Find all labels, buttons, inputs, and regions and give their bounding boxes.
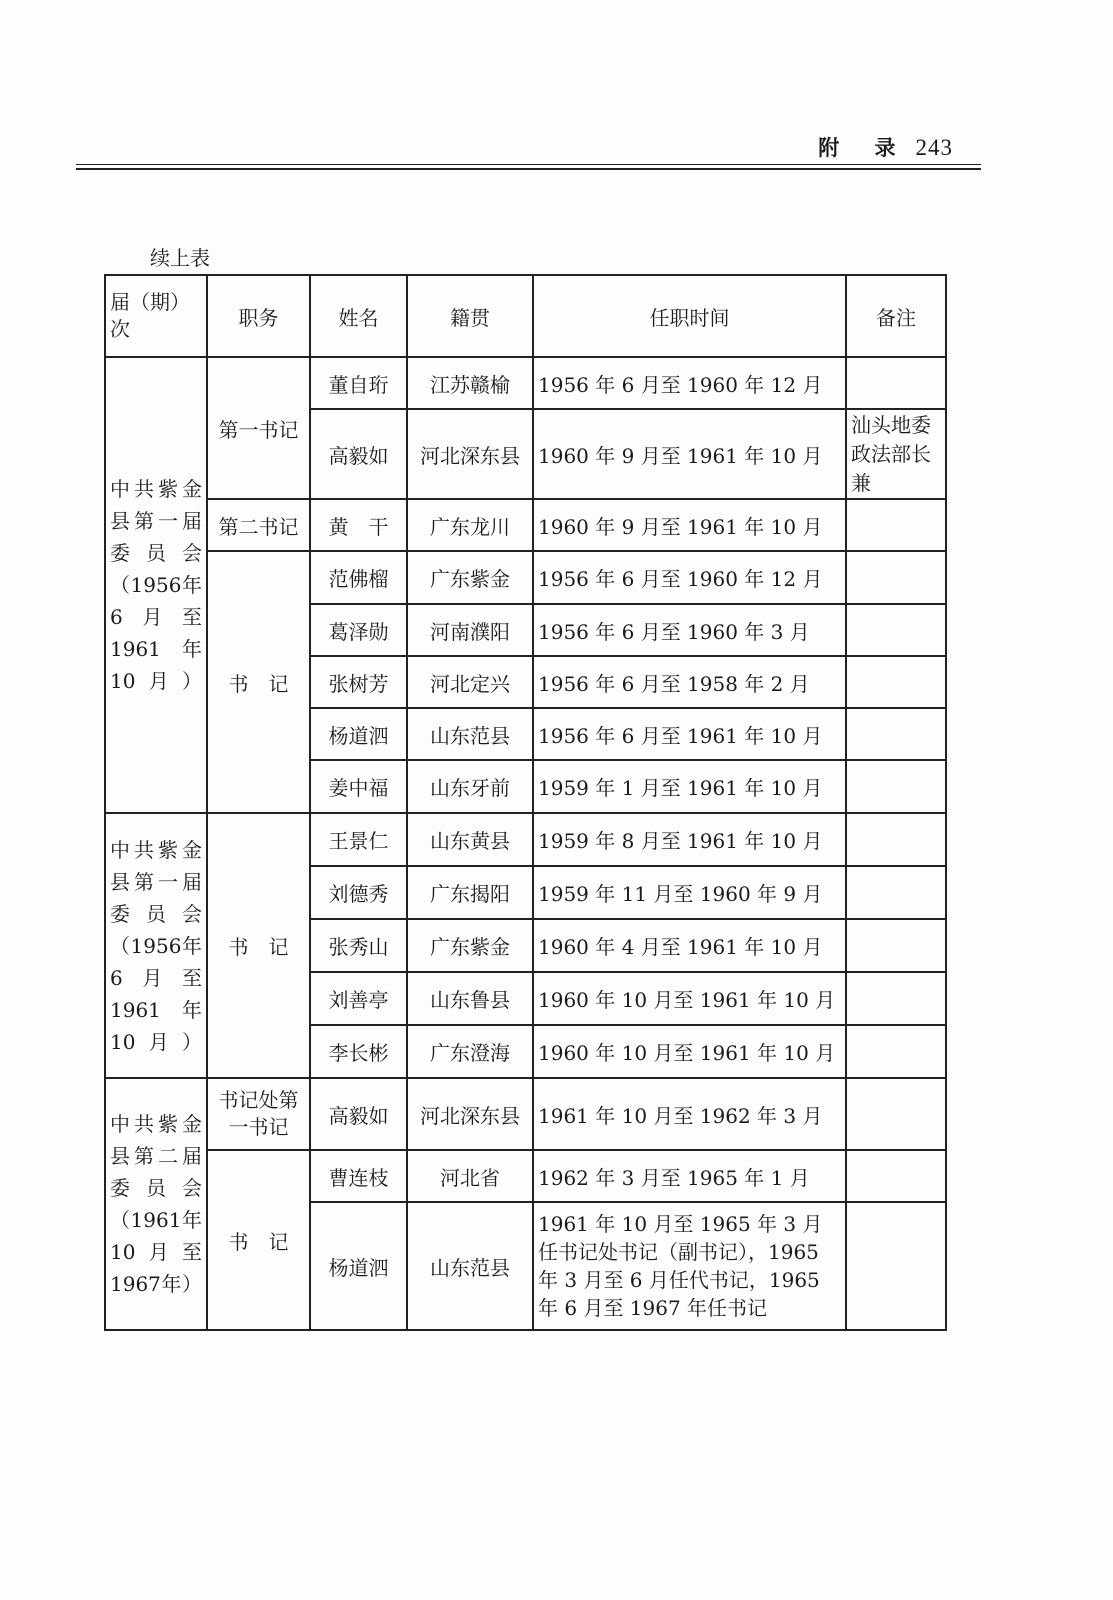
name-cell: 刘德秀 — [310, 866, 407, 919]
name-cell: 曹连枝 — [310, 1150, 407, 1202]
note-cell — [846, 1025, 946, 1078]
tenure-cell: 1960 年 10 月至 1961 年 10 月 — [533, 972, 846, 1025]
origin-cell: 山东范县 — [407, 1202, 533, 1330]
origin-cell: 山东黄县 — [407, 813, 533, 866]
name-cell: 张秀山 — [310, 919, 407, 972]
name-cell: 姜中福 — [310, 760, 407, 813]
position-cell: 书 记 — [207, 551, 310, 813]
note-cell — [846, 972, 946, 1025]
note-cell — [846, 760, 946, 813]
name-cell: 范佛榴 — [310, 551, 407, 604]
name-cell: 高毅如 — [310, 409, 407, 499]
header-rule-thick — [76, 168, 981, 170]
tenure-cell: 1961 年 10 月至 1965 年 3 月任书记处书记（副书记），1965 年 3 月至 6 月任代书记，1965 年 6 月至 1967 年任书记 — [533, 1202, 846, 1330]
origin-cell: 广东龙川 — [407, 499, 533, 551]
session-text: 中共紫金县第二届委员会（1961年10月至1967年） — [110, 1112, 202, 1296]
origin-cell: 广东澄海 — [407, 1025, 533, 1078]
tenure-cell: 1959 年 11 月至 1960 年 9 月 — [533, 866, 846, 919]
position-cell: 书记处第一书记 — [207, 1078, 310, 1150]
header-note: 备注 — [846, 275, 946, 357]
note-cell — [846, 1078, 946, 1150]
header-session — [105, 275, 207, 357]
table-row — [105, 499, 946, 551]
origin-cell: 广东紫金 — [407, 551, 533, 604]
continuation-label: 续上表 — [150, 246, 210, 270]
header-position: 职务 — [207, 275, 310, 357]
note-cell — [846, 499, 946, 551]
name-cell: 董自珩 — [310, 357, 407, 409]
table-row — [105, 1078, 946, 1150]
note-cell — [846, 919, 946, 972]
header-session-text: 届（期）次 — [110, 290, 190, 341]
note-cell — [846, 1202, 946, 1330]
tenure-cell: 1960 年 10 月至 1961 年 10 月 — [533, 1025, 846, 1078]
table-row — [105, 357, 946, 409]
name-cell: 杨道泗 — [310, 708, 407, 760]
tenure-cell: 1960 年 9 月至 1961 年 10 月 — [533, 409, 846, 499]
note-cell — [846, 551, 946, 604]
position-cell: 第一书记 — [207, 357, 310, 499]
origin-cell: 广东揭阳 — [407, 866, 533, 919]
origin-cell: 河北省 — [407, 1150, 533, 1202]
session-cell — [105, 1078, 207, 1330]
tenure-cell: 1959 年 8 月至 1961 年 10 月 — [533, 813, 846, 866]
section-title: 附 录 — [818, 135, 910, 160]
origin-cell: 山东范县 — [407, 708, 533, 760]
note-cell — [846, 866, 946, 919]
note-cell — [846, 656, 946, 708]
note-cell — [846, 1150, 946, 1202]
name-cell: 葛泽勋 — [310, 604, 407, 656]
name-cell: 高毅如 — [310, 1078, 407, 1150]
name-cell: 王景仁 — [310, 813, 407, 866]
origin-cell: 河北深东县 — [407, 1078, 533, 1150]
name-cell: 张树芳 — [310, 656, 407, 708]
header-origin: 籍贯 — [407, 275, 533, 357]
session-cell — [105, 357, 207, 813]
header-tenure: 任职时间 — [533, 275, 846, 357]
table-row — [105, 813, 946, 866]
page-number: 243 — [915, 135, 953, 160]
tenure-cell: 1956 年 6 月至 1961 年 10 月 — [533, 708, 846, 760]
origin-cell: 河南濮阳 — [407, 604, 533, 656]
tenure-cell: 1959 年 1 月至 1961 年 10 月 — [533, 760, 846, 813]
tenure-cell: 1960 年 9 月至 1961 年 10 月 — [533, 499, 846, 551]
header-row — [105, 275, 946, 357]
note-cell — [846, 813, 946, 866]
tenure-cell: 1956 年 6 月至 1958 年 2 月 — [533, 656, 846, 708]
officials-table — [104, 274, 947, 1331]
note-cell — [846, 708, 946, 760]
origin-cell: 河北深东县 — [407, 409, 533, 499]
session-cell — [105, 813, 207, 1078]
position-cell: 书 记 — [207, 1150, 310, 1330]
tenure-cell: 1961 年 10 月至 1962 年 3 月 — [533, 1078, 846, 1150]
running-header — [818, 132, 953, 162]
origin-cell: 山东鲁县 — [407, 972, 533, 1025]
tenure-cell: 1960 年 4 月至 1961 年 10 月 — [533, 919, 846, 972]
origin-cell: 河北定兴 — [407, 656, 533, 708]
tenure-cell: 1956 年 6 月至 1960 年 12 月 — [533, 357, 846, 409]
note-cell — [846, 357, 946, 409]
tenure-cell: 1956 年 6 月至 1960 年 3 月 — [533, 604, 846, 656]
origin-cell: 山东牙前 — [407, 760, 533, 813]
name-cell: 李长彬 — [310, 1025, 407, 1078]
session-text: 中共紫金县第一届委员会（1956年6月至1961年10月） — [110, 477, 202, 693]
position-cell: 书 记 — [207, 813, 310, 1078]
origin-cell: 广东紫金 — [407, 919, 533, 972]
note-cell — [846, 604, 946, 656]
header-rule-thin — [76, 164, 981, 165]
tenure-cell: 1962 年 3 月至 1965 年 1 月 — [533, 1150, 846, 1202]
tenure-cell: 1956 年 6 月至 1960 年 12 月 — [533, 551, 846, 604]
table-row — [105, 551, 946, 604]
header-name: 姓名 — [310, 275, 407, 357]
session-text: 中共紫金县第一届委员会（1956年6月至1961年10月） — [110, 837, 202, 1054]
name-cell: 黄 干 — [310, 499, 407, 551]
position-cell: 第二书记 — [207, 499, 310, 551]
origin-cell: 江苏赣榆 — [407, 357, 533, 409]
note-cell: 汕头地委政法部长兼 — [846, 409, 946, 499]
name-cell: 杨道泗 — [310, 1202, 407, 1330]
name-cell: 刘善亭 — [310, 972, 407, 1025]
table-row — [105, 1150, 946, 1202]
